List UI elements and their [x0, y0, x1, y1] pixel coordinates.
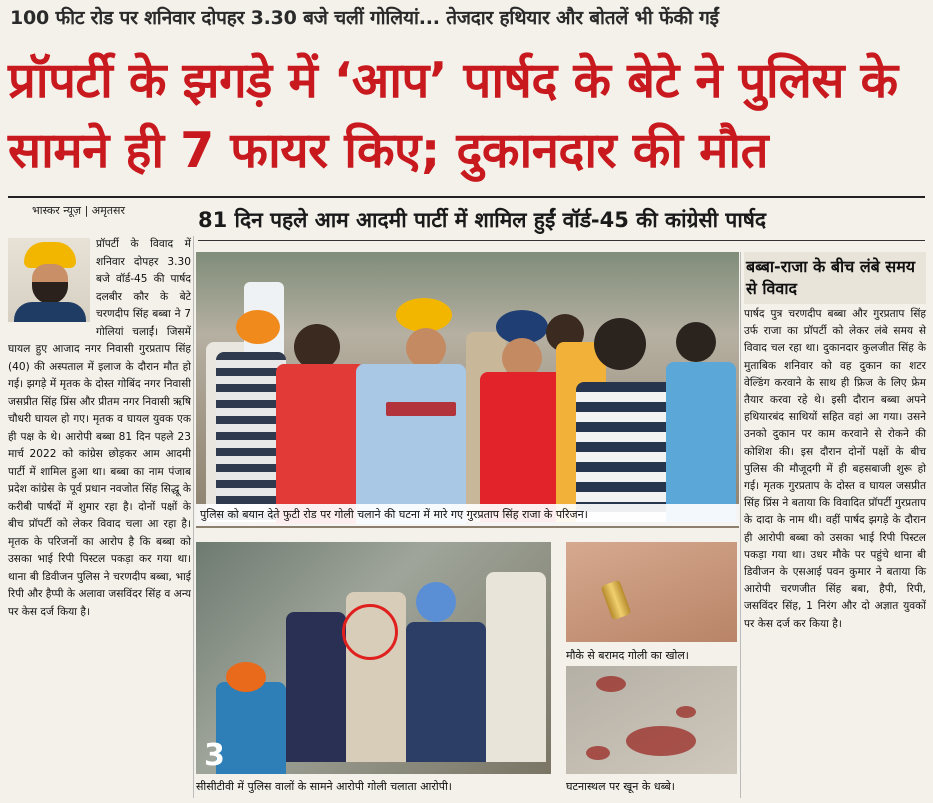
photo2-caption: सीसीटीवी में पुलिस वालों के सामने आरोपी गोली चलाता आरोपी। [196, 780, 452, 793]
subhead-divider [198, 240, 925, 241]
bullet-shell-photo [566, 542, 737, 642]
blood-stain-photo [566, 666, 737, 774]
column-divider [193, 236, 194, 798]
family-police-photo [196, 252, 739, 528]
kicker-line: 100 फीट रोड पर शनिवार दोपहर 3.30 बजे चलीं गोलियां... तेजदार हथियार और बोतलें भी फेंकी गईं [10, 7, 719, 29]
headline: प्रॉपर्टी के झगड़े में ‘आप’ पार्षद के बेटे ने पुलिस के सामने ही 7 फायर किए; दुकानदार की मौत [8, 52, 898, 179]
right-story-heading: बब्बा-राजा के बीच लंबे समय से विवाद [744, 252, 926, 304]
subheadline: 81 दिन पहले आम आदमी पार्टी में शामिल हुईं वॉर्ड-45 की कांग्रेसी पार्षद [198, 208, 767, 232]
photo4-caption: घटनास्थल पर खून के धब्बे। [566, 780, 675, 793]
cctv-watermark: 3 [204, 738, 225, 773]
photo3-caption: मौके से बरामद गोली का खोल। [566, 649, 689, 662]
councillor-son-photo [8, 238, 90, 322]
column-divider-right [740, 252, 741, 798]
right-story-column [744, 252, 926, 798]
headline-divider [8, 196, 925, 198]
left-story-column [8, 236, 191, 798]
cctv-photo [196, 542, 551, 774]
left-story-text: प्रॉपर्टी के विवाद में शनिवार दोपहर 3.30 बजे वॉर्ड-45 की पार्षद दलबीर कौर के बेटे चरणदीप सिंह बब्बा ने 7 गोलियां चलाईं। जिसमें घायल हुए आजाद नगर निवासी गुरप्रताप सिंह (40) की अस्पताल में इलाज के दौरान मौत हो गई। झगड़े में मृतक के दोस्त गोबिंद नगर निवासी जसप्रीत सिंह प्रिंस और प्रीतम नगर निवासी ऋषि चौधरी घायल हो गए। मृतक व घायल युवक एक ही पक्ष के थे। आरोपी बब्बा 81 दिन पहले 23 मार्च 2022 को कांग्रेस छोड़कर आम आदमी पार्टी में शामिल हुआ था। बब्बा का नाम पंजाब प्रदेश कांग्रेस के पूर्व प्रधान नवजोत सिंह सिद्धू के करीबी पार्षदों में शुमार रहा है। दोनों पक्षों के बीच प्रॉपर्टी को लेकर विवाद चला आ रहा है। मृतक के परिजनों का आरोप है कि बब्बा को उसका भाई रिपी पिस्टल पकड़ा कर गया था। थाना बी डिवीजन पुलिस ने चरणदीप बब्बा, भाई रिपी और हैप्पी के अलावा जसविंदर सिंह व अन्य पर केस दर्ज किया है। [8, 238, 191, 618]
byline: भास्कर न्यूज़ | अमृतसर [32, 204, 125, 217]
photo1-caption: पुलिस को बयान देते फुटी रोड पर गोली चलाने की घटना में मारे गए गुरप्रताप सिंह राजा के परिजन। [196, 504, 739, 526]
right-story-text: पार्षद पुत्र चरणदीप बब्बा और गुरप्रताप सिंह उर्फ राजा का प्रॉपर्टी को लेकर लंबे समय से विवाद चल रहा था। दुकानदार कुलजीत सिंह के मुताबिक शनिवार को वह दुकान का शटर वेल्डिंग करवाने के साथ ही फ्रिज के लिए फ्रेम तैयार करवा रहे थे। इसी दौरान बब्बा अपने हथियारबंद साथियों सहित वहां आ गया। उसने उनको दुकान पर काम करवाने से रोकने की कोशिश की। इस दौरान दोनों पक्षों के बीच पुलिस की मौजूदगी में ही बहसबाजी शुरू हो गई। मृतक गुरप्रताप के दोस्त व घायल जसप्रीत सिंह प्रिंस ने बताया कि विवादित प्रॉपर्टी गुरप्रताप के दादा के नाम थी। वहीं पार्षद झगड़े के दौरान ही आरोपी बब्बा को उसका भाई रिपी पिस्टल पकड़ा गया था। उधर मौके पर पहुंचे थाना बी डिवीजन के एसआई पवन कुमार ने बताया कि आरोपी चरणजीत सिंह बबा, हैपी, रिपी, जसविंदर सिंह, 1 निरंग और दो अज्ञात युवकों पर केस दर्ज कर किया है। [744, 308, 926, 630]
